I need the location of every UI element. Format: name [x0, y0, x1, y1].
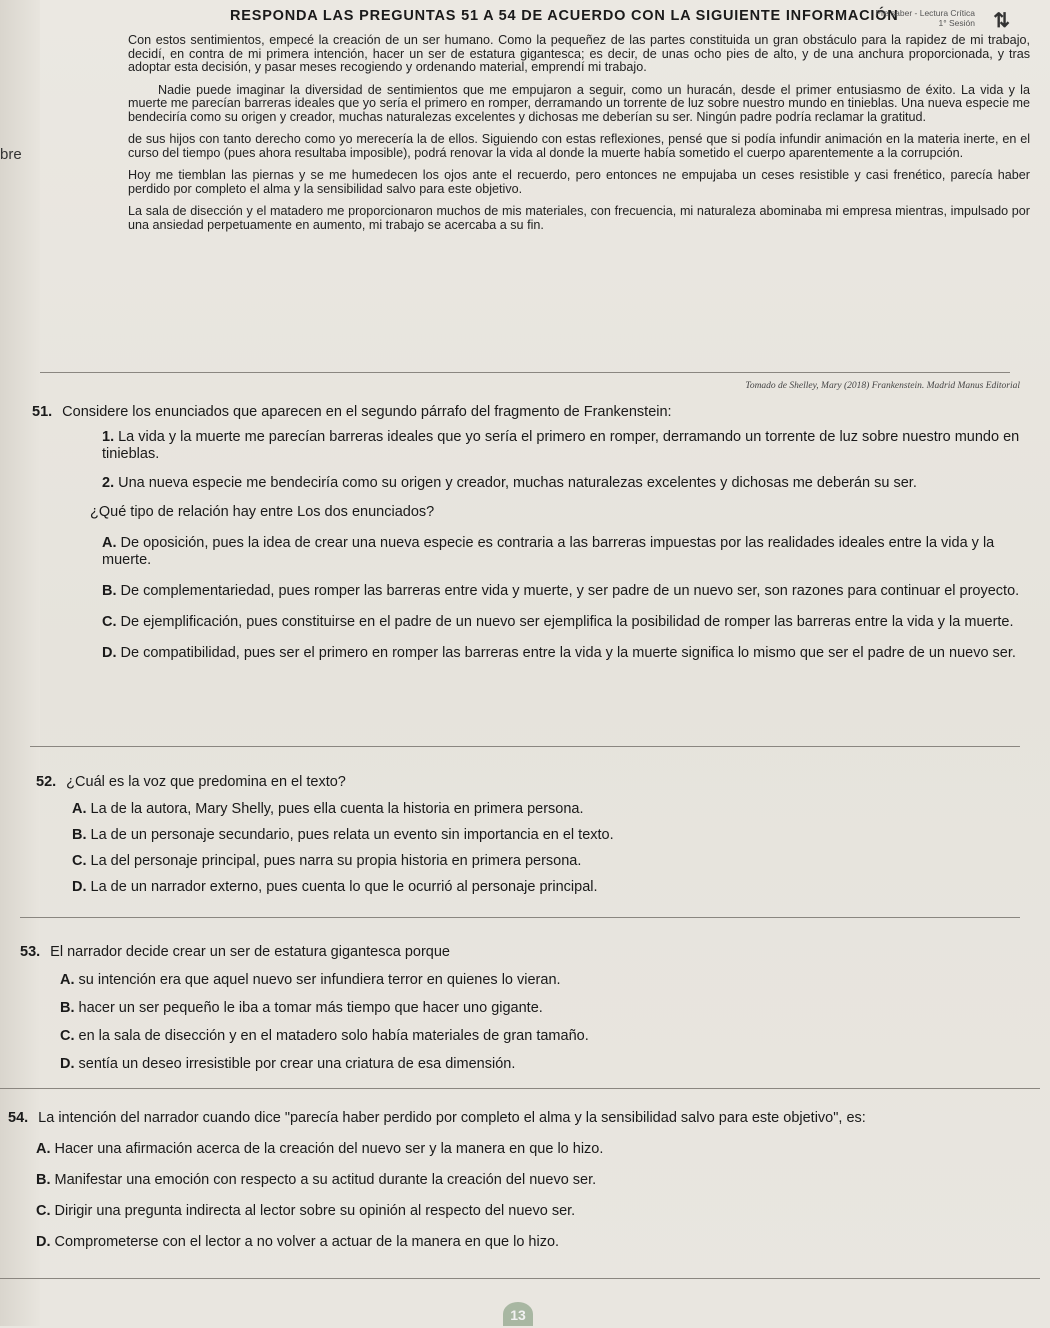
session-logo-icon: ⇅: [993, 10, 1010, 32]
question-prompt: La intención del narrador cuando dice "parecía haber perdido por completo el alma y la sensibilidad salvo para este objetivo", es:: [38, 1110, 866, 1126]
option-c[interactable]: C. De ejemplificación, pues constituirse en el padre de un nuevo ser ejemplifica la posibilidad de romper las barreras entre la vida y la muerte.: [102, 614, 1014, 630]
option-d[interactable]: D. Comprometerse con el lector a no volver a actuar de la manera en que lo hizo.: [36, 1234, 560, 1250]
question-52: [36, 774, 1011, 896]
question-prompt: Considere los enunciados que aparecen en el segundo párrafo del fragmento de Frankenstein:: [62, 404, 672, 420]
page-title: RESPONDA LAS PREGUNTAS 51 A 54 DE ACUERDO CON LA SIGUIENTE INFORMACIÓN: [230, 8, 899, 24]
passage-source: Tomado de Shelley, Mary (2018) Frankenstein. Madrid Manus Editorial: [745, 381, 1020, 391]
question-53: [20, 944, 995, 1073]
option-b[interactable]: B. Manifestar una emoción con respecto a su actitud durante la creación del nuevo ser.: [36, 1172, 597, 1188]
option-c[interactable]: C. en la sala de disección y en el matadero solo había materiales de gran tamaño.: [60, 1028, 589, 1044]
page-number: 13: [503, 1302, 533, 1326]
divider: [0, 1088, 1040, 1089]
left-page-fragment: bre: [0, 146, 22, 163]
question-number: 54.: [8, 1110, 29, 1126]
option-c[interactable]: C. La del personaje principal, pues narra su propia historia en primera persona.: [72, 853, 582, 869]
question-prompt: El narrador decide crear un ser de estatura gigantesca porque: [50, 944, 450, 960]
option-a[interactable]: A. su intención era que aquel nuevo ser infundiera terror en quienes lo vieran.: [60, 972, 561, 988]
option-d[interactable]: D. La de un narrador externo, pues cuenta lo que le ocurrió al personaje principal.: [72, 879, 598, 895]
statement-2: 2. Una nueva especie me bendeciría como su origen y creador, muchas naturalezas excelentes y dichosas me deberán su ser.: [102, 475, 917, 491]
session-subject: Pre saber - Lectura Crítica: [875, 8, 975, 18]
passage-paragraph: Hoy me tiemblan las piernas y se me humedecen los ojos ante el recuerdo, pero entonces ne empujaba un ceses resistible y casi frenético, parecía haber perdido por completo el alma y la sensibilidad salvo para este objetivo.: [128, 168, 1030, 196]
divider: [30, 746, 1020, 747]
question-54: [8, 1110, 1038, 1251]
question-number: 51.: [32, 404, 53, 420]
statement-1: 1. La vida y la muerte me parecían barreras ideales que yo sería el primero en romper, derramando un torrente de luz sobre nuestro mundo en tinieblas.: [102, 429, 1020, 462]
option-a[interactable]: A. Hacer una afirmación acerca de la creación del nuevo ser y la manera en que lo hizo.: [36, 1141, 604, 1157]
option-d[interactable]: D. De compatibilidad, pues ser el primero en romper las barreras entre la vida y la muerte significa lo mismo que ser el padre de un nuevo ser.: [102, 645, 1016, 661]
option-a[interactable]: A. De oposición, pues la idea de crear una nueva especie es contraria a las barreras impuestas por las realidades ideales entre la vida y la muerte.: [102, 535, 995, 568]
divider: [20, 917, 1020, 918]
passage-paragraph: Nadie puede imaginar la diversidad de sentimientos que me empujaron a seguir, como un huracán, desde el primer entusiasmo de éxito. La vida y la muerte me parecían barreras ideales que yo sería el primero en romper, derramando un torrente de luz sobre nuestro mundo en tinieblas. Una nueva especie me bendeciría como su origen y creador, muchas naturalezas excelentes y dichosas me deberían su ser. Ningún padre podría reclamar la gratitud.: [128, 82, 1030, 124]
option-c[interactable]: C. Dirigir una pregunta indirecta al lector sobre su opinión al respecto del nuevo ser.: [36, 1203, 576, 1219]
passage-paragraph: La sala de disección y el matadero me proporcionaron muchos de mis materiales, con frecuencia, mi naturaleza abominaba mi empresa mientras, impulsado por una ansiedad perpetuamente en aumento, mi trabajo se acercaba a su fin.: [128, 204, 1030, 232]
option-a[interactable]: A. La de la autora, Mary Shelly, pues ella cuenta la historia en primera persona.: [72, 801, 584, 817]
session-number: 1° Sesión: [938, 18, 975, 28]
option-d[interactable]: D. sentía un deseo irresistible por crear una criatura de esa dimensión.: [60, 1056, 516, 1072]
divider: [40, 372, 1010, 373]
passage-paragraph: de sus hijos con tanto derecho como yo merecería la de ellos. Siguiendo con estas reflexiones, pensé que si podía infundir animación en la materia inerte, en el curso del tiempo (pues ahora resultaba imposible), podrá renovar la vida al donde la muerte había sometido el cuerpo aparentemente a la corrupción.: [128, 132, 1030, 160]
divider: [0, 1278, 1040, 1279]
option-b[interactable]: B. De complementariedad, pues romper las barreras entre vida y muerte, y ser padre de un nuevo ser, son razones para continuar el proyecto.: [102, 583, 1020, 599]
option-b[interactable]: B. La de un personaje secundario, pues relata un evento sin importancia en el texto.: [72, 827, 614, 843]
reading-passage: [128, 34, 1030, 241]
question-number: 52.: [36, 774, 57, 790]
question-prompt: ¿Cuál es la voz que predomina en el texto?: [66, 774, 346, 790]
session-info: [875, 8, 975, 28]
question-51: [32, 404, 1022, 662]
question-text: ¿Qué tipo de relación hay entre Los dos enunciados?: [90, 504, 435, 520]
passage-paragraph: Con estos sentimientos, empecé la creación de un ser humano. Como la pequeñez de las partes constituida un gran obstáculo para la rapidez de mi trabajo, decidí, en contra de mi primera intención, hacer un ser de estatura gigantesca; es decir, de unas ocho pies de alto, y de una anchura proporcionada, y tras adoptar esta decisión, y pasar meses recogiendo y ordenando material, emprendí mi trabajo.: [128, 33, 1030, 74]
question-number: 53.: [20, 944, 41, 960]
option-b[interactable]: B. hacer un ser pequeño le iba a tomar más tiempo que hacer uno gigante.: [60, 1000, 543, 1016]
